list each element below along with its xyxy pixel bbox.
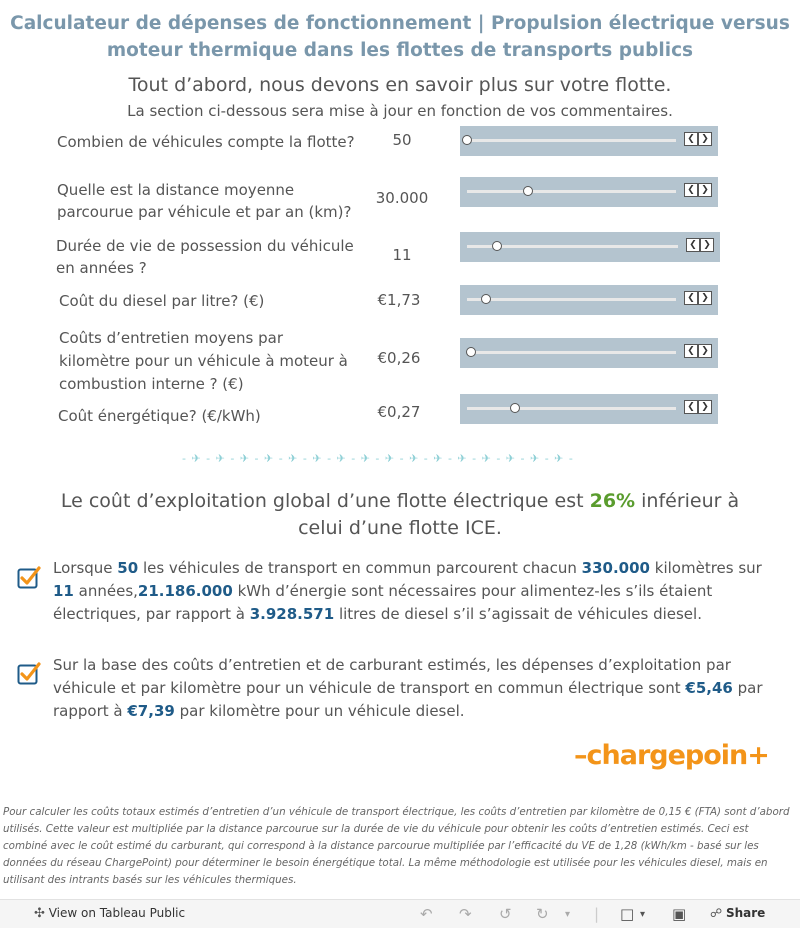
slider-thumb[interactable] (492, 241, 502, 251)
slider-energy-cost[interactable] (460, 394, 718, 424)
slider-diesel-cost[interactable] (460, 285, 718, 315)
kwh-total: 21.186.000 (137, 582, 233, 600)
methodology-footnote: Pour calculer les coûts totaux estimés d’entretien d’un véhicule de transport électrique, les coûts d’entretien par kilomètre de 0,15 € (FTA) sont d’abord utilisés. Cette valeur est multipliée par la distance parcourue sur la durée de vie du véhicule pour obtenir les coûts d’entretien estimés. Ceci est combiné avec le coût estimé du carburant, qui correspond à la distance parcourue multipliée par l’efficacité du VE de 1,28 (kWh/km - basé sur les données du réseau ChargePoint) pour déterminer le besoin énergétique total. La même méthodologie est utilisée pour les véhicules diesel, mais en utilisant des intrants basés sur les véhicules thermiques. (3, 806, 790, 886)
text-segment: les véhicules de transport en commun parcourent chacun (142, 559, 577, 577)
value-energy-cost: €0,27 (377, 403, 421, 421)
slider-track[interactable] (467, 351, 676, 354)
slider-next-button[interactable]: ❯ (698, 400, 712, 414)
result-percent: 26% (589, 490, 636, 512)
slider-track[interactable] (467, 407, 676, 410)
slider-next-button[interactable]: ❯ (698, 183, 712, 197)
value-diesel-cost: €1,73 (377, 291, 421, 309)
share-button[interactable] (710, 906, 765, 920)
slider-thumb[interactable] (462, 135, 472, 145)
slider-track[interactable] (467, 245, 678, 248)
value-lifetime: 11 (392, 246, 412, 264)
question-energy-cost: Coût énergétique? (€/kWh) (58, 407, 261, 425)
ev-cost-per-km: €5,46 (685, 679, 733, 697)
question-fleet-size: Combien de véhicules compte la flotte? (57, 133, 355, 151)
view-on-tableau-link[interactable] (34, 906, 185, 921)
value-distance: 30.000 (375, 189, 429, 207)
text-segment: litres de diesel s’il s’agissait de véhicules diesel. (338, 605, 702, 623)
redo-icon[interactable]: ↷ (459, 905, 472, 923)
share-icon: ☍ (710, 906, 723, 920)
slider-track[interactable] (467, 190, 676, 193)
question-lifetime: Durée de vie de possession du véhicule en années ? (56, 237, 354, 277)
slider-next-button[interactable]: ❯ (700, 238, 714, 252)
download-dropdown-icon[interactable]: ▾ (640, 909, 646, 920)
slider-next-button[interactable]: ❯ (698, 132, 712, 146)
tableau-logo-icon: ✣ (34, 906, 45, 921)
share-label: Share (725, 906, 766, 920)
undo-icon[interactable]: ↶ (420, 905, 433, 923)
slider-thumb[interactable] (481, 294, 491, 304)
text-segment: kilomètres sur (654, 559, 762, 577)
litres-total: 3.928.571 (249, 605, 335, 623)
tableau-toolbar (0, 899, 800, 928)
slider-prev-button[interactable]: ❮ (684, 183, 698, 197)
text-segment: par rapport à (53, 679, 763, 720)
cost-summary-paragraph (53, 654, 773, 723)
intro-heading: Tout d’abord, nous devons en savoir plus sur votre flotte. (128, 74, 672, 96)
refresh-icon[interactable]: ↻ (536, 905, 549, 923)
view-on-tableau-label: View on Tableau Public (48, 906, 186, 920)
years-count: 11 (53, 582, 74, 600)
question-maintenance-cost: Coûts d’entretien moyens par kilomètre pour un véhicule à moteur à combustion interne ? (€) (59, 329, 348, 393)
fullscreen-icon[interactable]: ▣ (672, 905, 687, 923)
page-title (0, 10, 800, 64)
revert-icon[interactable]: ↺ (499, 905, 512, 923)
slider-distance[interactable] (460, 177, 718, 207)
total-km: 330.000 (581, 559, 650, 577)
slider-next-button[interactable]: ❯ (698, 291, 712, 305)
slider-track[interactable] (467, 139, 676, 142)
slider-prev-button[interactable]: ❮ (684, 132, 698, 146)
slider-prev-button[interactable]: ❮ (684, 291, 698, 305)
slider-thumb[interactable] (466, 347, 476, 357)
slider-lifetime[interactable] (460, 232, 720, 262)
refresh-dropdown-icon[interactable]: ▾ (565, 909, 571, 920)
toolbar-divider: | (594, 905, 600, 923)
slider-prev-button[interactable]: ❮ (686, 238, 700, 252)
value-fleet-size: 50 (392, 131, 412, 149)
title-line-2: moteur thermique dans les flottes de transports publics (106, 40, 694, 61)
slider-track[interactable] (467, 298, 676, 301)
checkbox-check-icon (17, 661, 41, 685)
slider-thumb[interactable] (510, 403, 520, 413)
vehicle-count: 50 (117, 559, 139, 577)
slider-thumb[interactable] (523, 186, 533, 196)
download-icon[interactable]: □ (620, 905, 635, 923)
title-line-1: Calculateur de dépenses de fonctionnement | Propulsion électrique versus (10, 13, 790, 34)
slider-next-button[interactable]: ❯ (698, 344, 712, 358)
text-segment: kWh d’énergie sont nécessaires pour alimentez-les s’ils étaient électriques, par rapport à (53, 582, 713, 623)
text-segment: Sur la base des coûts d’entretien et de carburant estimés, les dépenses d’exploitation par véhicule et par kilomètre pour un véhicule de transport en commun électrique sont (53, 656, 731, 697)
diesel-cost-per-km: €7,39 (127, 702, 175, 720)
text-segment: années, (78, 582, 138, 600)
slider-fleet-size[interactable] (460, 126, 718, 156)
slider-maintenance-cost[interactable] (460, 338, 718, 368)
text-segment: par kilomètre pour un véhicule diesel. (179, 702, 465, 720)
energy-summary-paragraph (53, 557, 773, 626)
value-maintenance-cost: €0,26 (377, 349, 421, 367)
text-segment: Lorsque (53, 559, 113, 577)
slider-prev-button[interactable]: ❮ (684, 400, 698, 414)
checkbox-check-icon (17, 565, 41, 589)
chargepoint-logo: –chargepoin+ (574, 740, 769, 771)
question-distance: Quelle est la distance moyenne parcourue par véhicule et par an (km)? (57, 181, 352, 221)
slider-prev-button[interactable]: ❮ (684, 344, 698, 358)
result-prefix: Le coût d’exploitation global d’une flotte électrique est (60, 490, 584, 512)
intro-subheading: La section ci-dessous sera mise à jour en fonction de vos commentaires. (127, 102, 673, 120)
question-diesel-cost: Coût du diesel par litre? (€) (59, 292, 265, 310)
result-headline (40, 488, 760, 542)
decorative-separator: - ✈ - ✈ - ✈ - ✈ - ✈ - ✈ - ✈ - ✈ - ✈ - ✈ - ✈ - ✈ - ✈ - ✈ - ✈ - ✈ - (182, 452, 574, 465)
result-suffix: inférieur à celui d’une flotte ICE. (298, 490, 740, 539)
